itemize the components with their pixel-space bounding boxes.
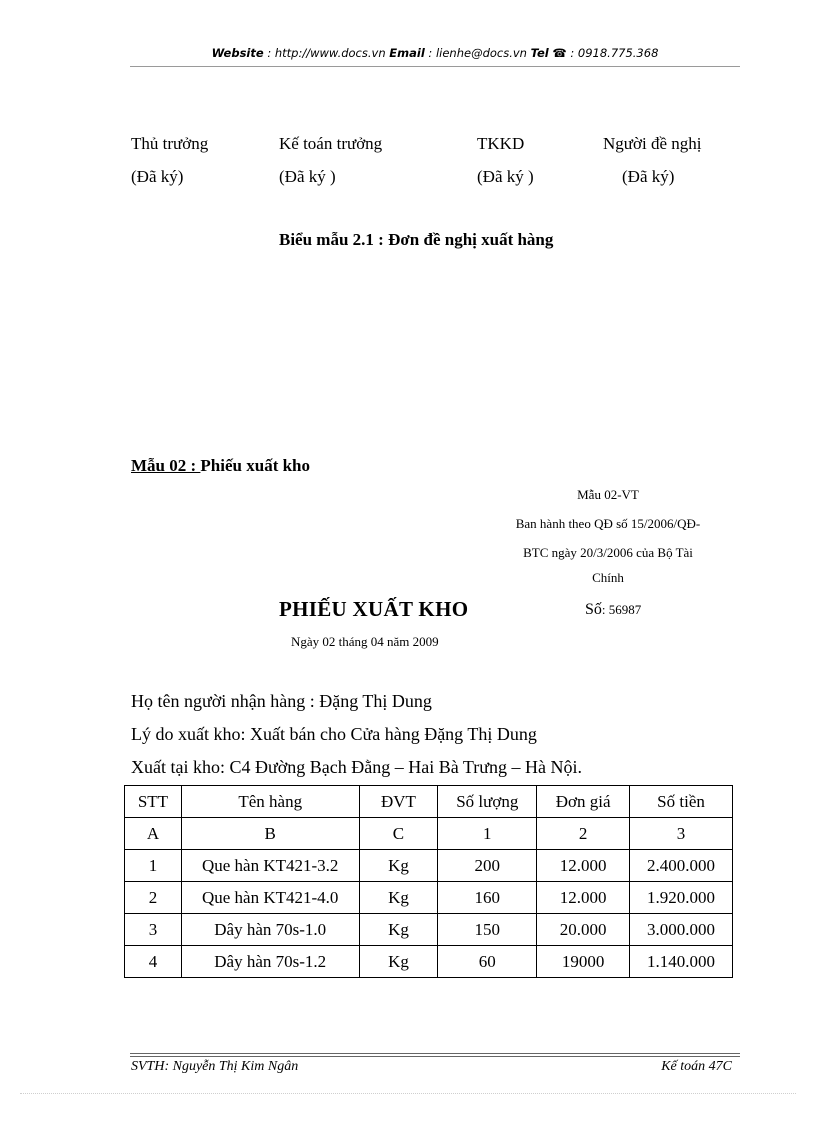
table-cell: 19000	[537, 946, 630, 978]
code-cell: C	[359, 818, 438, 850]
header-cell: STT	[125, 786, 182, 818]
signature-status-3: (Đã ký )	[477, 167, 534, 186]
table-cell: 4	[125, 946, 182, 978]
table-cell: 160	[438, 882, 537, 914]
signature-role-2: Kế toán trưởng	[279, 134, 383, 153]
table-cell: 1.140.000	[630, 946, 733, 978]
signature-role-1: Thủ trưởng	[131, 134, 209, 153]
footer-divider-double	[130, 1056, 740, 1057]
table-row	[125, 946, 733, 978]
header-cell: Tên hàng	[181, 786, 359, 818]
header-cell: Số tiền	[630, 786, 733, 818]
figure-caption: Biểu mẫu 2.1 : Đơn đề nghị xuất hàng	[279, 230, 554, 249]
code-cell: A	[125, 818, 182, 850]
email-value: : lienhe@docs.vn	[424, 46, 531, 60]
table-row	[125, 914, 733, 946]
table-code-row	[125, 818, 733, 850]
recipient-line: Họ tên người nhận hàng : Đặng Thị Dung	[131, 691, 432, 711]
signature-status-4: (Đã ký)	[622, 167, 675, 186]
footer-class: Kế toán 47C	[661, 1059, 732, 1074]
header-cell: ĐVT	[359, 786, 438, 818]
table-cell: 2.400.000	[630, 850, 733, 882]
section-label-title: Phiếu xuất kho	[200, 456, 311, 475]
email-label: Email	[389, 46, 425, 60]
table-cell: Que hàn KT421-3.2	[181, 850, 359, 882]
header-cell: Số lượng	[438, 786, 537, 818]
footer-divider	[130, 1053, 740, 1054]
goods-table	[124, 785, 733, 978]
tel-value: : 0918.775.368	[566, 46, 659, 60]
table-header-row	[125, 786, 733, 818]
footer-author: SVTH: Nguyễn Thị Kim Ngân	[131, 1059, 299, 1074]
table-cell: Dây hàn 70s-1.2	[181, 946, 359, 978]
website-value: : http://www.docs.vn	[263, 46, 390, 60]
table-row	[125, 850, 733, 882]
table-cell: Que hàn KT421-4.0	[181, 882, 359, 914]
signature-status-1: (Đã ký)	[131, 167, 184, 186]
form-ref-line-3: Chính	[592, 570, 624, 585]
page-boundary	[20, 1093, 796, 1094]
tel-label: Tel	[530, 46, 549, 60]
code-cell: 2	[537, 818, 630, 850]
document-number-value: : 56987	[601, 602, 642, 617]
phone-icon: ☎	[552, 46, 567, 60]
table-cell: 3.000.000	[630, 914, 733, 946]
table-cell: 1.920.000	[630, 882, 733, 914]
table-row	[125, 882, 733, 914]
header-divider	[130, 66, 740, 67]
website-label: Website	[211, 46, 264, 60]
code-cell: 3	[630, 818, 733, 850]
table-cell: Dây hàn 70s-1.0	[181, 914, 359, 946]
section-label	[131, 456, 310, 476]
table-cell: Kg	[359, 914, 438, 946]
signature-role-4: Người đề nghị	[603, 134, 702, 153]
table-cell: 12.000	[537, 882, 630, 914]
document-number-label: Số	[585, 601, 602, 618]
form-reference	[483, 480, 733, 589]
table-cell: 150	[438, 914, 537, 946]
code-cell: 1	[438, 818, 537, 850]
table-cell: 20.000	[537, 914, 630, 946]
document-number	[585, 601, 641, 619]
table-cell: 3	[125, 914, 182, 946]
table-cell: 1	[125, 850, 182, 882]
table-cell: Kg	[359, 850, 438, 882]
signature-status-2: (Đã ký )	[279, 167, 336, 186]
document-date: Ngày 02 tháng 04 năm 2009	[291, 634, 439, 649]
signature-role-3: TKKD	[477, 134, 525, 153]
reason-line: Lý do xuất kho: Xuất bán cho Cửa hàng Đặng Thị Dung	[131, 724, 537, 744]
form-ref-line-1: Ban hành theo QĐ số 15/2006/QĐ-	[515, 516, 701, 531]
table-cell: Kg	[359, 882, 438, 914]
section-label-code: Mẫu 02 :	[131, 456, 201, 475]
table-cell: 200	[438, 850, 537, 882]
table-cell: 12.000	[537, 850, 630, 882]
warehouse-line: Xuất tại kho: C4 Đường Bạch Đằng – Hai Bà Trưng – Hà Nội.	[131, 757, 582, 777]
table-cell: 60	[438, 946, 537, 978]
code-cell: B	[181, 818, 359, 850]
document-title: PHIẾU XUẤT KHO	[279, 597, 469, 621]
table-cell: 2	[125, 882, 182, 914]
form-code: Mẫu 02-VT	[577, 487, 639, 502]
header-cell: Đơn giá	[537, 786, 630, 818]
table-cell: Kg	[359, 946, 438, 978]
form-ref-line-2: BTC ngày 20/3/2006 của Bộ Tài	[523, 545, 693, 560]
page-header	[130, 46, 740, 60]
